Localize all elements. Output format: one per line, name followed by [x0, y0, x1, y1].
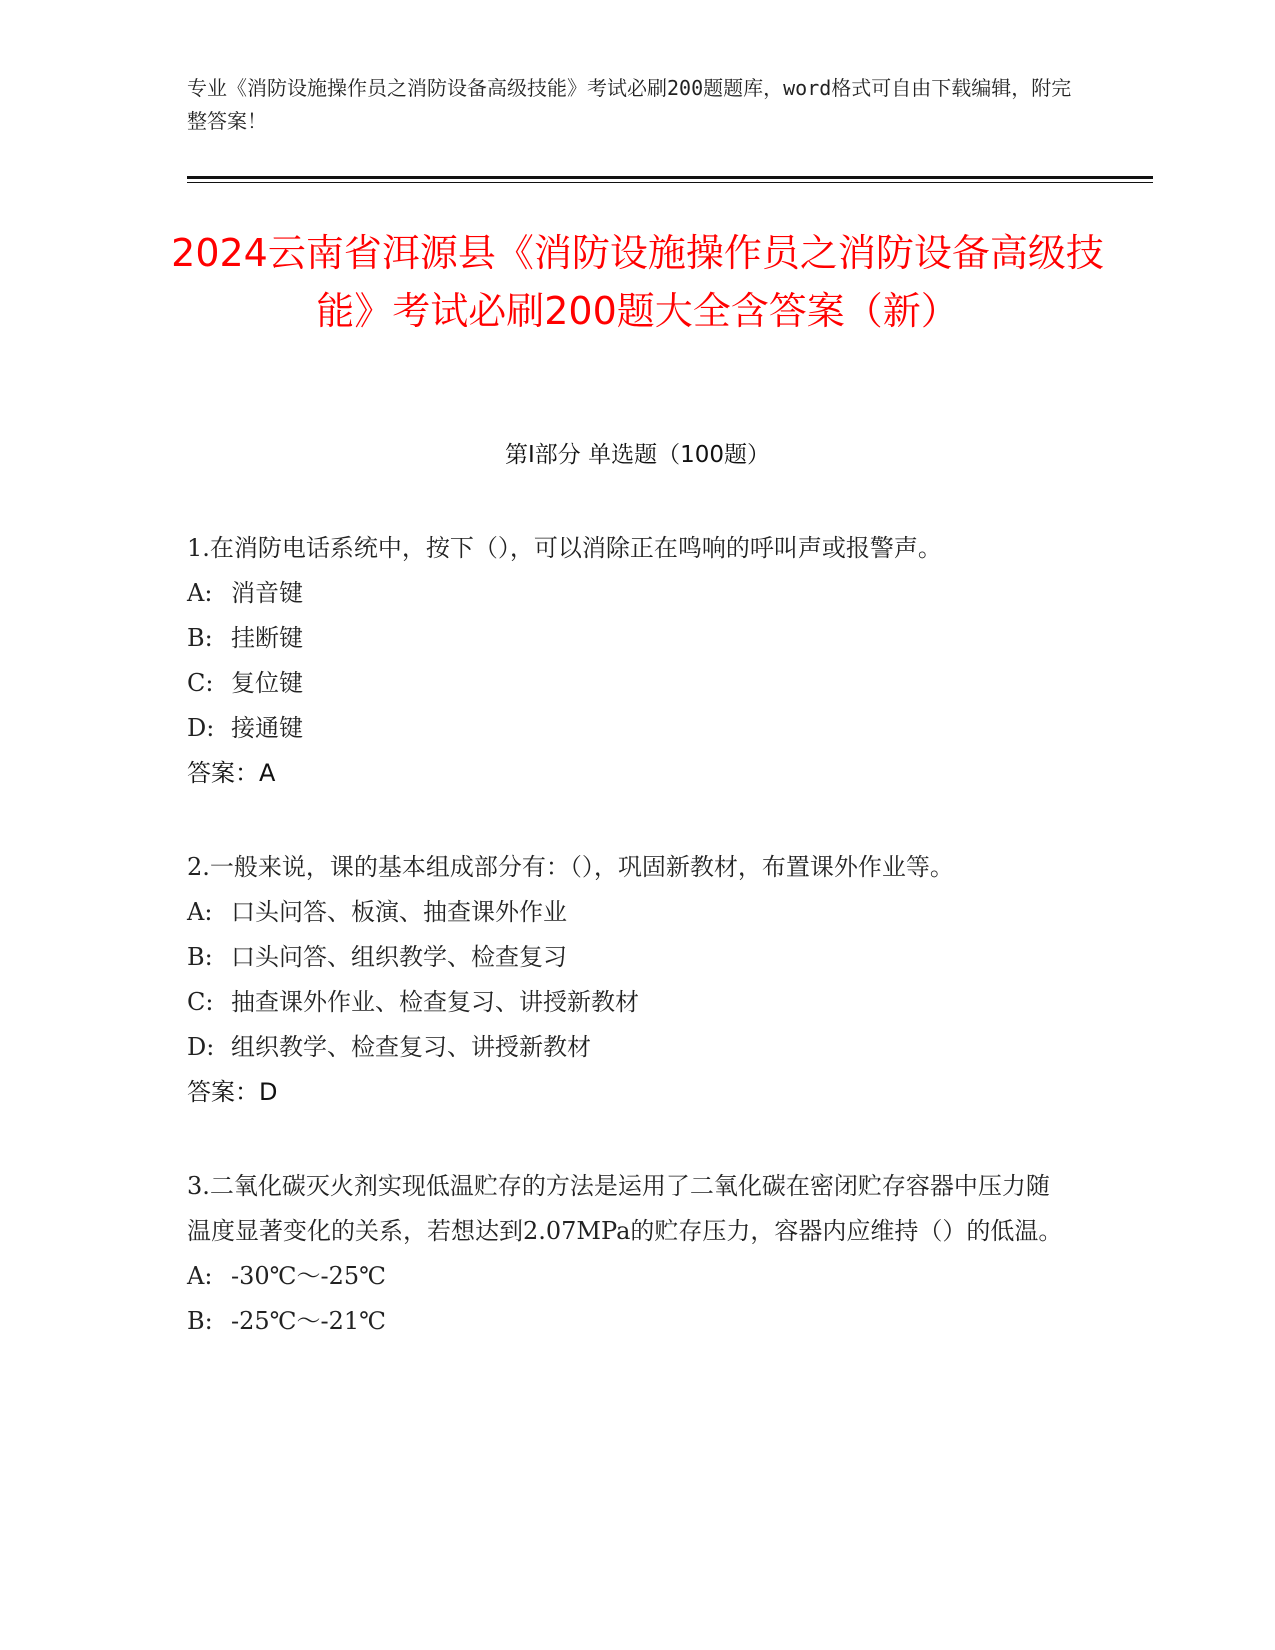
option-b	[187, 935, 1067, 980]
option-key: D:	[187, 714, 215, 742]
option-key: C:	[187, 669, 214, 697]
option-a	[187, 890, 1067, 935]
answer-line: 答案：A	[187, 759, 276, 787]
option-key: B:	[187, 624, 213, 652]
option-text: 复位键	[231, 669, 303, 697]
option-b	[187, 1299, 1067, 1344]
option-text: 消音键	[231, 579, 303, 607]
question-stem: 1.在消防电话系统中，按下（），可以消除正在鸣响的呼叫声或报警声。	[187, 534, 942, 562]
header-note: 专业《消防设施操作员之消防设备高级技能》考试必刷200题题库，word格式可自由下载编辑，附完整答案！	[187, 76, 1072, 133]
option-a	[187, 571, 1067, 616]
option-key: B:	[187, 1307, 213, 1335]
option-d	[187, 1025, 1067, 1070]
option-c	[187, 980, 1067, 1025]
question-3	[187, 1164, 1067, 1344]
option-text: 口头问答、组织教学、检查复习	[231, 943, 567, 971]
header-divider-thin	[187, 182, 1153, 183]
option-key: C:	[187, 988, 214, 1016]
option-text: 组织教学、检查复习、讲授新教材	[231, 1033, 591, 1061]
option-c	[187, 661, 1067, 706]
option-text: 挂断键	[231, 624, 303, 652]
header-divider-thick	[187, 176, 1153, 179]
option-a	[187, 1254, 1067, 1299]
question-2	[187, 845, 1067, 1115]
question-1	[187, 526, 1067, 796]
option-text: -30℃～-25℃	[231, 1262, 386, 1290]
answer-line: 答案：D	[187, 1078, 278, 1106]
option-d	[187, 706, 1067, 751]
option-key: A:	[187, 1262, 213, 1290]
option-key: A:	[187, 898, 213, 926]
option-key: D:	[187, 1033, 215, 1061]
option-key: B:	[187, 943, 213, 971]
option-text: 口头问答、板演、抽查课外作业	[231, 898, 567, 926]
option-key: A:	[187, 579, 213, 607]
question-stem: 3.二氧化碳灭火剂实现低温贮存的方法是运用了二氧化碳在密闭贮存容器中压力随温度显著变化的关系，若想达到2.07MPa的贮存压力，容器内应维持（）的低温。	[187, 1172, 1063, 1245]
document-title: 2024云南省洱源县《消防设施操作员之消防设备高级技能》考试必刷200题大全含答案（新）	[171, 231, 1104, 333]
question-list	[187, 526, 1067, 1393]
option-b	[187, 616, 1067, 661]
option-text: 抽查课外作业、检查复习、讲授新教材	[231, 988, 639, 1016]
option-text: -25℃～-21℃	[231, 1307, 386, 1335]
section-heading: 第I部分 单选题（100题）	[505, 442, 770, 468]
question-stem: 2.一般来说，课的基本组成部分有：（），巩固新教材，布置课外作业等。	[187, 853, 954, 881]
option-text: 接通键	[231, 714, 303, 742]
